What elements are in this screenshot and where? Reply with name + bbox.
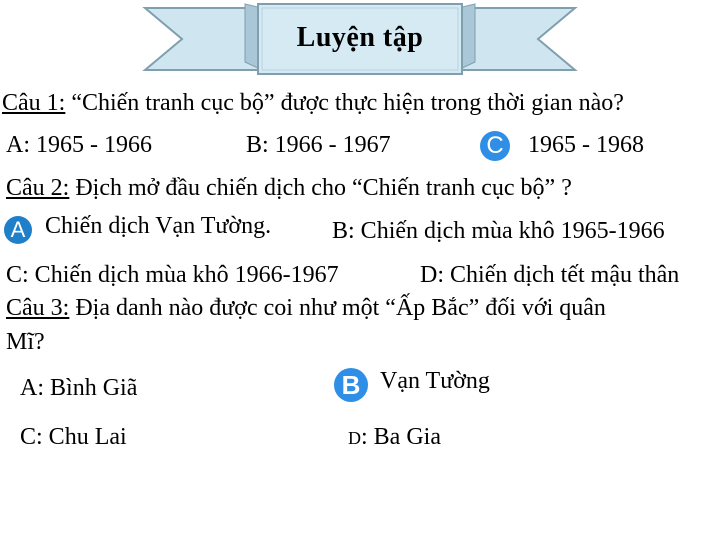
option-text: : Chiến dịch mùa khô 1965-1966	[348, 218, 665, 244]
q2-option-a-text: Chiến dịch Vạn Tường.	[45, 213, 272, 239]
question-text: Địch mở đầu chiến dịch cho “Chiến tranh cục bộ” ?	[75, 175, 572, 201]
question-text: Địa danh nào được coi như một “Ấp Bắc” đối với quân	[75, 295, 606, 321]
question-1	[2, 89, 624, 117]
option-letter: A	[20, 375, 38, 401]
q2-correct-answer-badge[interactable]: A	[4, 216, 32, 244]
option-letter: D	[348, 428, 361, 448]
q2-option-c[interactable]	[6, 261, 339, 289]
option-letter: C	[20, 424, 37, 450]
question-text: “Chiến tranh cục bộ” được thực hiện trong thời gian nào?	[71, 90, 624, 116]
q1-option-b[interactable]	[246, 131, 391, 159]
option-letter: B	[246, 132, 263, 158]
option-text: : Chu Lai	[36, 424, 127, 450]
question-3	[6, 294, 606, 322]
option-letter: C	[6, 262, 23, 288]
q1-correct-answer-badge[interactable]: C	[480, 131, 510, 161]
option-letter: B	[332, 218, 349, 244]
slide-title: Luyện tập	[296, 22, 424, 53]
q1-option-c-text: 1965 - 1968	[528, 132, 644, 158]
question-3-continued: Mĩ?	[6, 329, 45, 355]
option-text: : 1965 - 1966	[23, 132, 153, 158]
q3-option-b-text: Vạn Tường	[380, 368, 490, 394]
option-text: : Ba Gia	[361, 424, 441, 450]
q3-option-c[interactable]	[20, 423, 127, 451]
q2-option-b[interactable]	[332, 217, 665, 245]
option-text: : Bình Giã	[37, 375, 138, 401]
option-letter: D	[420, 262, 438, 288]
question-label: Câu 3:	[6, 295, 70, 321]
question-2	[6, 174, 572, 202]
question-label: Câu 1:	[2, 90, 66, 116]
q3-option-a[interactable]	[20, 374, 137, 402]
q3-option-d[interactable]	[348, 423, 441, 452]
option-text: : 1966 - 1967	[262, 132, 391, 158]
option-letter: A	[6, 132, 24, 158]
option-text: : Chiến dịch tết mậu thân	[437, 262, 680, 288]
question-label: Câu 2:	[6, 175, 70, 201]
q2-option-d[interactable]	[420, 261, 679, 289]
option-text: : Chiến dịch mùa khô 1966-1967	[22, 262, 339, 288]
q3-correct-answer-badge[interactable]: B	[334, 368, 368, 402]
q1-option-a[interactable]	[6, 131, 152, 159]
